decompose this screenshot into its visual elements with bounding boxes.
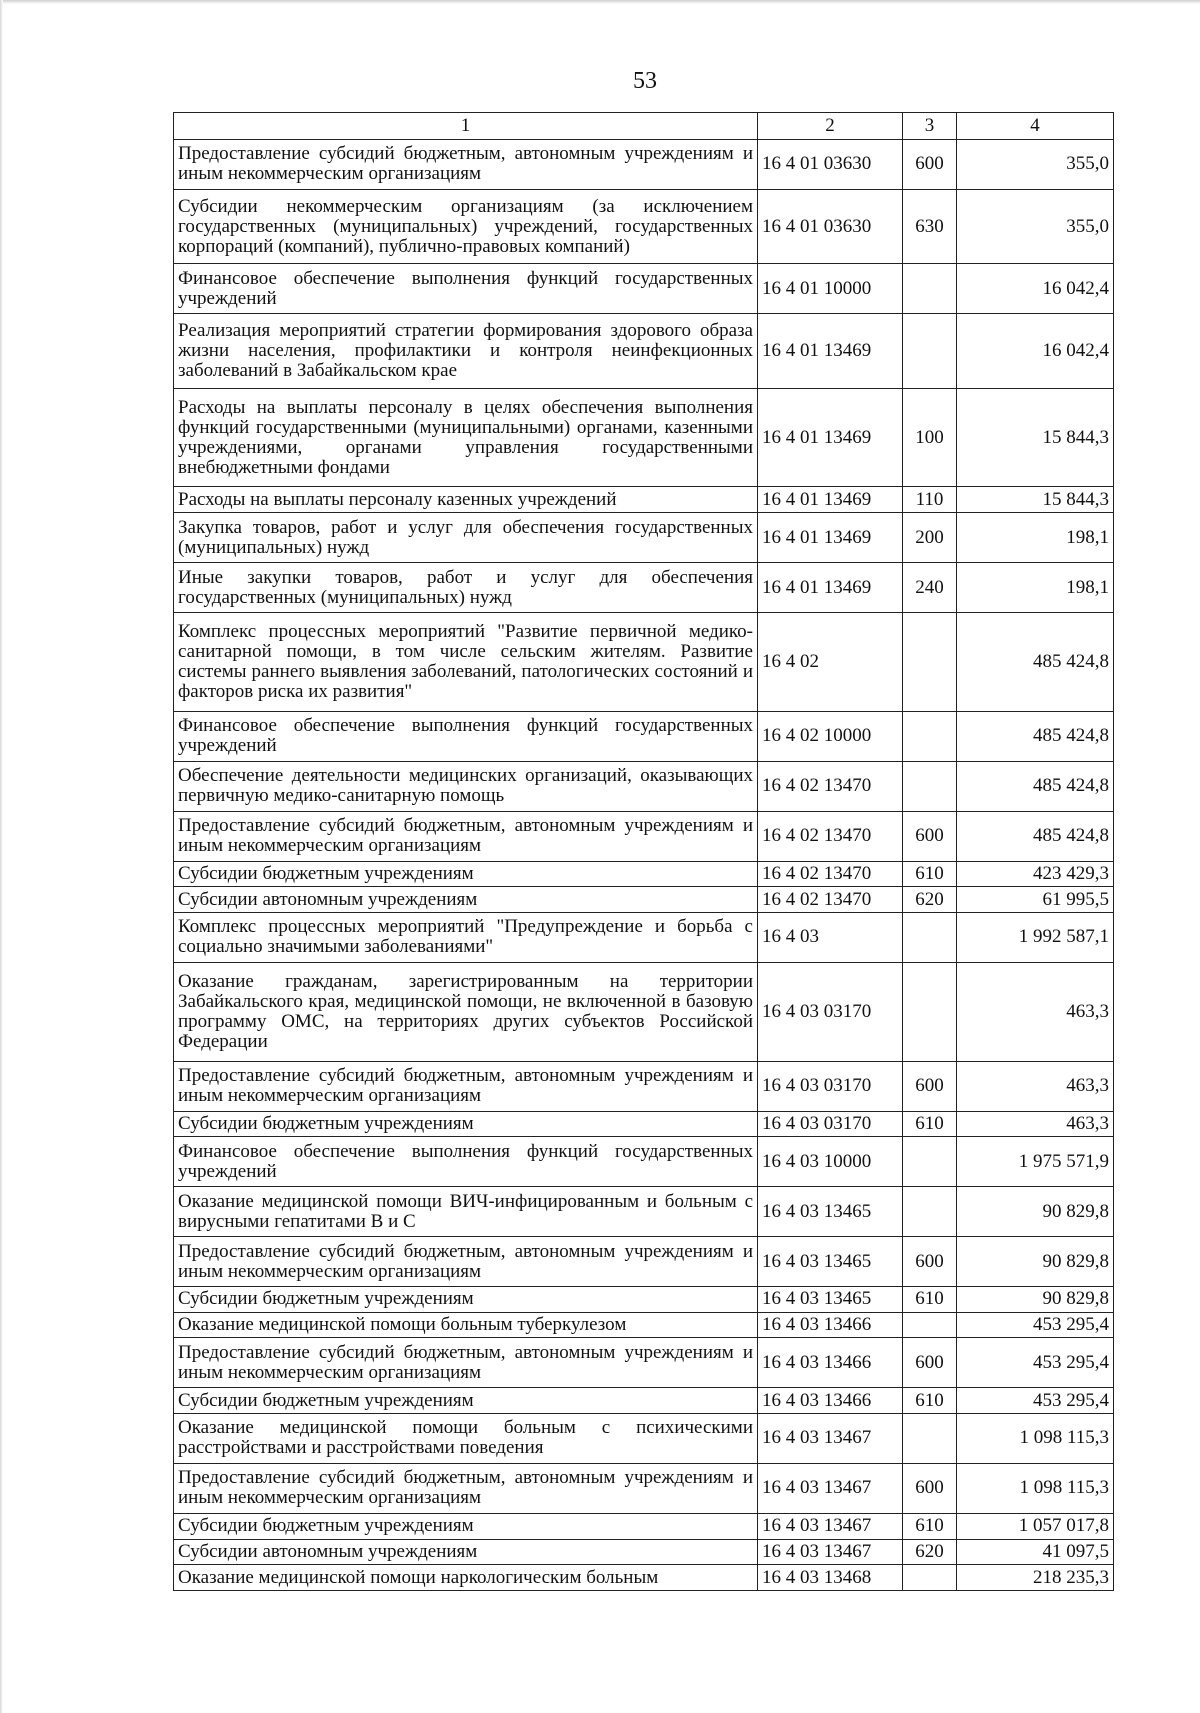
table-row xyxy=(174,1061,1114,1111)
row-code: 16 4 03 13466 xyxy=(758,1338,903,1388)
row-expense-type: 200 xyxy=(903,513,957,563)
row-code: 16 4 03 13465 xyxy=(758,1187,903,1237)
row-expense-type: 600 xyxy=(903,811,957,861)
row-name: Субсидии бюджетным учреждениям xyxy=(174,1287,758,1313)
row-name: Оказание медицинской помощи больным туберкулезом xyxy=(174,1312,758,1338)
row-expense-type xyxy=(903,1565,957,1591)
row-expense-type: 620 xyxy=(903,887,957,913)
row-name: Финансовое обеспечение выполнения функций государственных учреждений xyxy=(174,1137,758,1187)
row-name: Финансовое обеспечение выполнения функций государственных учреждений xyxy=(174,264,758,314)
row-expense-type xyxy=(903,912,957,962)
row-name: Предоставление субсидий бюджетным, автономным учреждениям и иным некоммерческим организациям xyxy=(174,1237,758,1287)
row-amount: 198,1 xyxy=(957,513,1114,563)
row-name: Предоставление субсидий бюджетным, автономным учреждениям и иным некоммерческим организациям xyxy=(174,1338,758,1388)
row-expense-type: 600 xyxy=(903,1338,957,1388)
header-col-4: 4 xyxy=(957,113,1114,140)
row-amount: 463,3 xyxy=(957,1111,1114,1137)
row-code: 16 4 03 03170 xyxy=(758,962,903,1061)
row-code: 16 4 03 13466 xyxy=(758,1312,903,1338)
row-amount: 355,0 xyxy=(957,189,1114,263)
table-row xyxy=(174,140,1114,190)
table-row xyxy=(174,1463,1114,1513)
row-name: Предоставление субсидий бюджетным, автономным учреждениям и иным некоммерческим организациям xyxy=(174,1463,758,1513)
table-row xyxy=(174,1187,1114,1237)
table-row xyxy=(174,264,1114,314)
row-code: 16 4 03 13467 xyxy=(758,1413,903,1463)
row-code: 16 4 02 13470 xyxy=(758,811,903,861)
table-row xyxy=(174,1413,1114,1463)
row-code: 16 4 01 13469 xyxy=(758,314,903,388)
row-amount: 15 844,3 xyxy=(957,388,1114,487)
row-name: Субсидии автономным учреждениям xyxy=(174,1539,758,1565)
row-expense-type xyxy=(903,264,957,314)
row-amount: 485 424,8 xyxy=(957,613,1114,712)
row-code: 16 4 01 13469 xyxy=(758,513,903,563)
row-amount: 1 057 017,8 xyxy=(957,1513,1114,1539)
row-expense-type: 600 xyxy=(903,1463,957,1513)
row-amount: 1 992 587,1 xyxy=(957,912,1114,962)
table-row xyxy=(174,1111,1114,1137)
table-row xyxy=(174,912,1114,962)
row-expense-type: 610 xyxy=(903,1287,957,1313)
row-amount: 1 098 115,3 xyxy=(957,1413,1114,1463)
row-code: 16 4 01 10000 xyxy=(758,264,903,314)
row-code: 16 4 02 13470 xyxy=(758,861,903,887)
row-expense-type: 620 xyxy=(903,1539,957,1565)
table-row xyxy=(174,1539,1114,1565)
row-amount: 463,3 xyxy=(957,962,1114,1061)
row-amount: 15 844,3 xyxy=(957,487,1114,513)
row-expense-type: 630 xyxy=(903,189,957,263)
row-amount: 453 295,4 xyxy=(957,1312,1114,1338)
row-amount: 423 429,3 xyxy=(957,861,1114,887)
row-expense-type: 240 xyxy=(903,563,957,613)
row-amount: 1 098 115,3 xyxy=(957,1463,1114,1513)
table-row xyxy=(174,563,1114,613)
table-row xyxy=(174,1565,1114,1591)
row-name: Оказание медицинской помощи ВИЧ-инфицированным и больным с вирусными гепатитами В и С xyxy=(174,1187,758,1237)
row-expense-type: 610 xyxy=(903,1111,957,1137)
row-amount: 463,3 xyxy=(957,1061,1114,1111)
row-expense-type xyxy=(903,1312,957,1338)
row-code: 16 4 02 10000 xyxy=(758,711,903,761)
table-row xyxy=(174,388,1114,487)
header-col-2: 2 xyxy=(758,113,903,140)
row-expense-type xyxy=(903,314,957,388)
table-body xyxy=(174,140,1114,1591)
row-name: Реализация мероприятий стратегии формирования здорового образа жизни населения, профилактики и контроля неинфекционных заболеваний в Забайкальском крае xyxy=(174,314,758,388)
row-amount: 16 042,4 xyxy=(957,314,1114,388)
row-expense-type: 600 xyxy=(903,1237,957,1287)
row-code: 16 4 03 13467 xyxy=(758,1539,903,1565)
row-expense-type xyxy=(903,1413,957,1463)
table-row xyxy=(174,887,1114,913)
row-amount: 16 042,4 xyxy=(957,264,1114,314)
row-amount: 485 424,8 xyxy=(957,711,1114,761)
row-code: 16 4 01 03630 xyxy=(758,189,903,263)
row-code: 16 4 03 13468 xyxy=(758,1565,903,1591)
page-number: 53 xyxy=(633,68,657,94)
row-name: Обеспечение деятельности медицинских организаций, оказывающих первичную медико-санитарную помощь xyxy=(174,761,758,811)
row-code: 16 4 02 xyxy=(758,613,903,712)
row-name: Предоставление субсидий бюджетным, автономным учреждениям и иным некоммерческим организациям xyxy=(174,1061,758,1111)
row-amount: 1 975 571,9 xyxy=(957,1137,1114,1187)
row-name: Субсидии бюджетным учреждениям xyxy=(174,861,758,887)
table-row xyxy=(174,513,1114,563)
table-row xyxy=(174,761,1114,811)
row-name: Субсидии бюджетным учреждениям xyxy=(174,1388,758,1414)
row-name: Субсидии некоммерческим организациям (за исключением государственных (муниципальных) учреждений, государственных корпораций (компаний), публично-правовых компаний) xyxy=(174,189,758,263)
row-expense-type: 110 xyxy=(903,487,957,513)
table-row xyxy=(174,1137,1114,1187)
table-row xyxy=(174,1388,1114,1414)
table-row xyxy=(174,1287,1114,1313)
row-amount: 485 424,8 xyxy=(957,811,1114,861)
table-row xyxy=(174,314,1114,388)
row-code: 16 4 01 13469 xyxy=(758,487,903,513)
row-expense-type xyxy=(903,711,957,761)
row-code: 16 4 03 13465 xyxy=(758,1237,903,1287)
row-amount: 198,1 xyxy=(957,563,1114,613)
row-code: 16 4 03 xyxy=(758,912,903,962)
row-name: Комплекс процессных мероприятий "Предупреждение и борьба с социально значимыми заболеваниями" xyxy=(174,912,758,962)
row-name: Оказание медицинской помощи наркологическим больным xyxy=(174,1565,758,1591)
row-name: Расходы на выплаты персоналу казенных учреждений xyxy=(174,487,758,513)
table-row xyxy=(174,861,1114,887)
table-row xyxy=(174,1312,1114,1338)
header-col-1: 1 xyxy=(174,113,758,140)
row-code: 16 4 01 03630 xyxy=(758,140,903,190)
row-name: Комплекс процессных мероприятий "Развитие первичной медико-санитарной помощи, в том числе сельским жителям. Развитие системы раннего выявления заболеваний, патологических состояний и факторов риска их развития" xyxy=(174,613,758,712)
row-amount: 90 829,8 xyxy=(957,1237,1114,1287)
table-row xyxy=(174,487,1114,513)
row-amount: 453 295,4 xyxy=(957,1388,1114,1414)
row-amount: 355,0 xyxy=(957,140,1114,190)
row-amount: 218 235,3 xyxy=(957,1565,1114,1591)
row-code: 16 4 02 13470 xyxy=(758,887,903,913)
row-expense-type: 100 xyxy=(903,388,957,487)
row-code: 16 4 01 13469 xyxy=(758,563,903,613)
row-expense-type xyxy=(903,1137,957,1187)
table-row xyxy=(174,962,1114,1061)
scan-edge-top xyxy=(0,0,1200,4)
table-row xyxy=(174,1338,1114,1388)
row-expense-type xyxy=(903,1187,957,1237)
row-amount: 61 995,5 xyxy=(957,887,1114,913)
row-amount: 90 829,8 xyxy=(957,1287,1114,1313)
row-amount: 90 829,8 xyxy=(957,1187,1114,1237)
row-name: Субсидии бюджетным учреждениям xyxy=(174,1111,758,1137)
row-name: Закупка товаров, работ и услуг для обеспечения государственных (муниципальных) нужд xyxy=(174,513,758,563)
row-expense-type: 610 xyxy=(903,1513,957,1539)
row-name: Финансовое обеспечение выполнения функций государственных учреждений xyxy=(174,711,758,761)
row-code: 16 4 03 13467 xyxy=(758,1513,903,1539)
row-expense-type xyxy=(903,962,957,1061)
table-row xyxy=(174,711,1114,761)
table-row xyxy=(174,189,1114,263)
row-amount: 41 097,5 xyxy=(957,1539,1114,1565)
table-row xyxy=(174,811,1114,861)
row-name: Субсидии бюджетным учреждениям xyxy=(174,1513,758,1539)
row-name: Субсидии автономным учреждениям xyxy=(174,887,758,913)
row-name: Предоставление субсидий бюджетным, автономным учреждениям и иным некоммерческим организациям xyxy=(174,811,758,861)
row-name: Предоставление субсидий бюджетным, автономным учреждениям и иным некоммерческим организациям xyxy=(174,140,758,190)
row-expense-type: 610 xyxy=(903,861,957,887)
row-name: Оказание гражданам, зарегистрированным на территории Забайкальского края, медицинской помощи, не включенной в базовую программу ОМС, на территориях других субъектов Российской Федерации xyxy=(174,962,758,1061)
row-code: 16 4 03 13465 xyxy=(758,1287,903,1313)
row-amount: 453 295,4 xyxy=(957,1338,1114,1388)
budget-table xyxy=(173,112,1114,1591)
row-expense-type: 610 xyxy=(903,1388,957,1414)
header-col-3: 3 xyxy=(903,113,957,140)
row-expense-type xyxy=(903,613,957,712)
row-code: 16 4 02 13470 xyxy=(758,761,903,811)
row-expense-type: 600 xyxy=(903,140,957,190)
table-row xyxy=(174,613,1114,712)
row-code: 16 4 01 13469 xyxy=(758,388,903,487)
row-expense-type xyxy=(903,761,957,811)
row-expense-type: 600 xyxy=(903,1061,957,1111)
row-code: 16 4 03 10000 xyxy=(758,1137,903,1187)
table-row xyxy=(174,1237,1114,1287)
scan-edge-left xyxy=(0,0,3,1713)
table-row xyxy=(174,1513,1114,1539)
table-header-row xyxy=(174,113,1114,140)
row-code: 16 4 03 03170 xyxy=(758,1111,903,1137)
row-name: Иные закупки товаров, работ и услуг для обеспечения государственных (муниципальных) нужд xyxy=(174,563,758,613)
row-code: 16 4 03 13467 xyxy=(758,1463,903,1513)
row-name: Оказание медицинской помощи больным с психическими расстройствами и расстройствами поведения xyxy=(174,1413,758,1463)
row-code: 16 4 03 13466 xyxy=(758,1388,903,1414)
row-amount: 485 424,8 xyxy=(957,761,1114,811)
row-code: 16 4 03 03170 xyxy=(758,1061,903,1111)
row-name: Расходы на выплаты персоналу в целях обеспечения выполнения функций государственными (муниципальными) органами, казенными учреждениями, органами управления государственными внебюджетными фондами xyxy=(174,388,758,487)
